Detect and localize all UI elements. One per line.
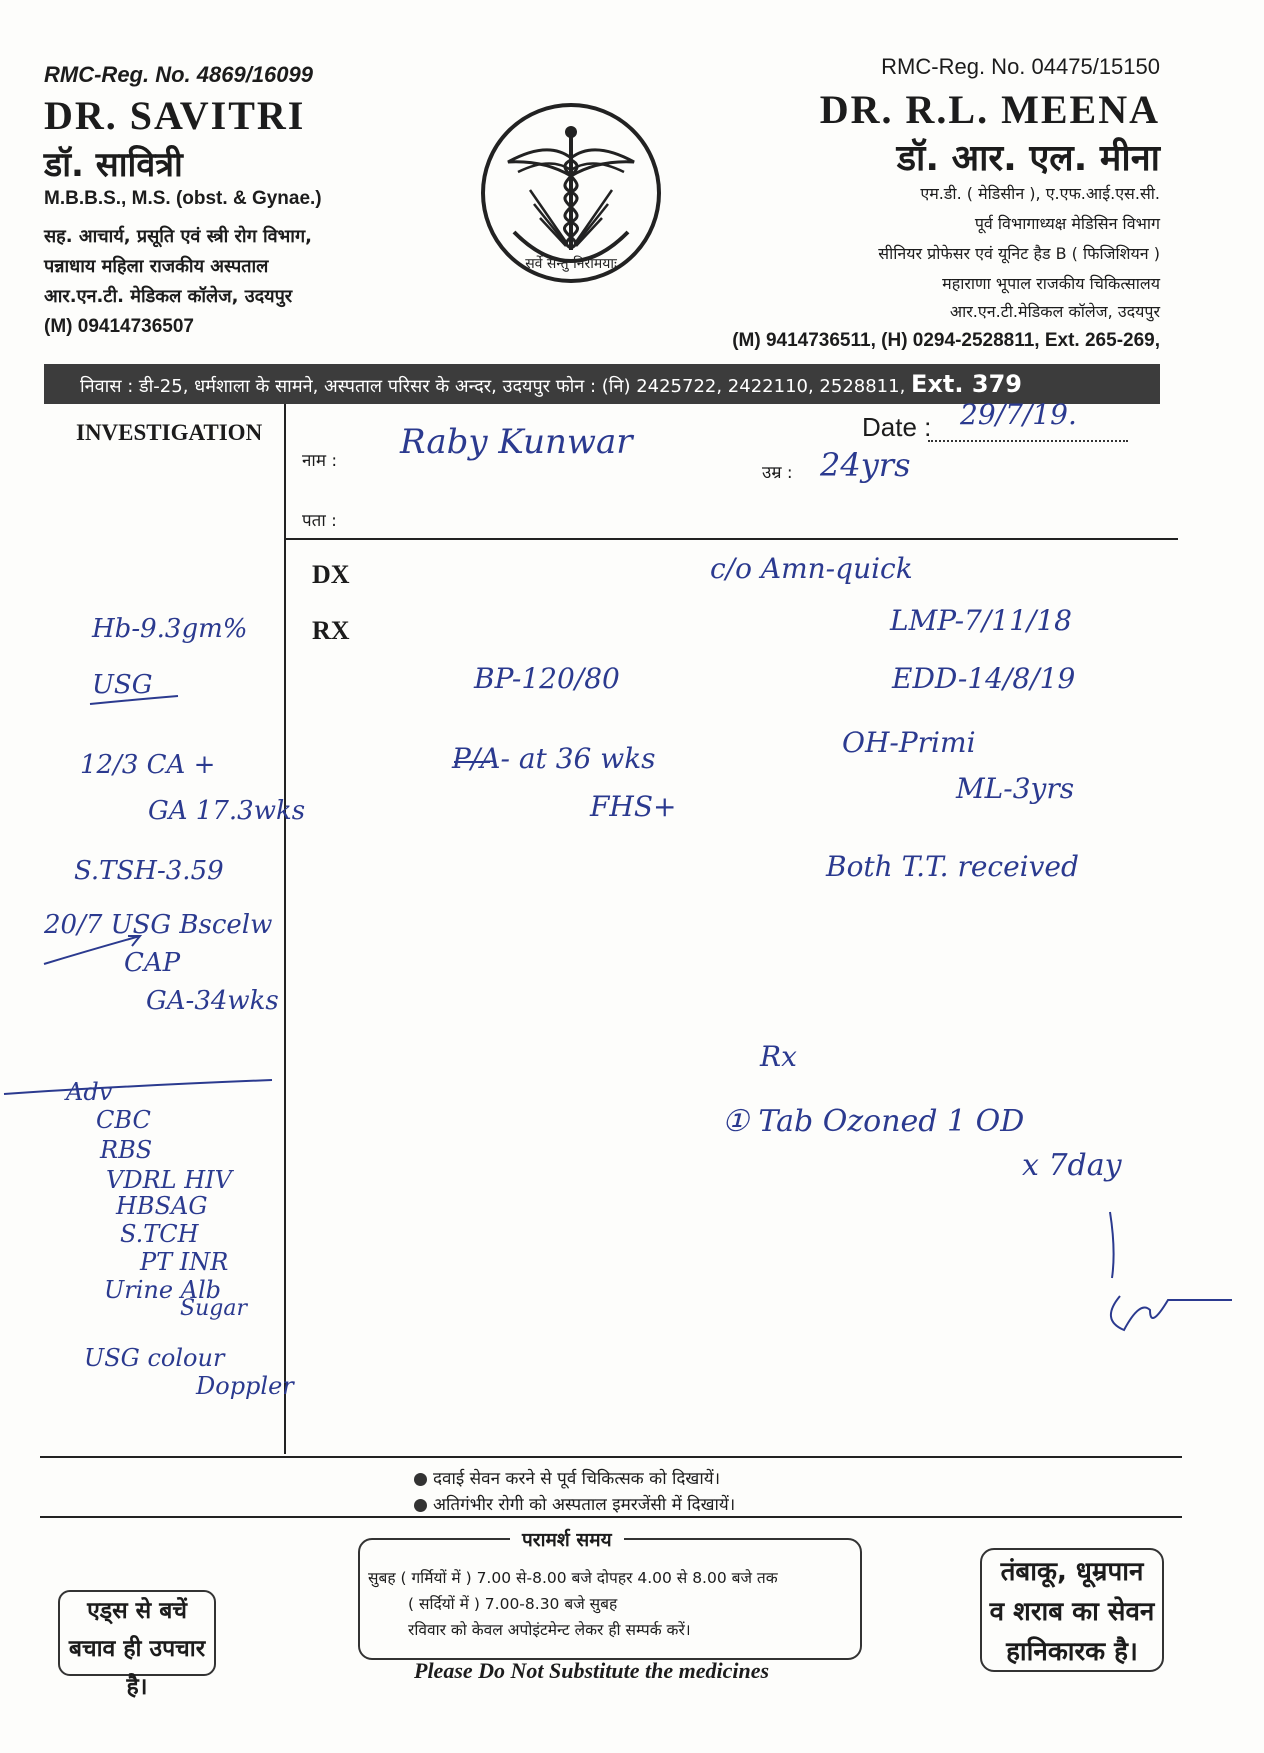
medicine-line: ① Tab Ozoned 1 OD <box>722 1104 1025 1139</box>
right-doctor-phone: (M) 9414736511, (H) 0294-2528811, Ext. 265-269, <box>732 330 1160 351</box>
right-doctor-line: पूर्व विभागाध्यक्ष मेडिसिन विभाग <box>974 214 1160 233</box>
patient-age: 24yrs <box>820 446 911 484</box>
aids-line: एड्स से बचें <box>87 1598 187 1624</box>
name-label: नाम : <box>302 451 338 471</box>
rx-symbol: Rx <box>760 1040 797 1073</box>
left-doctor-line: सह. आचार्य, प्रसूति एवं स्त्री रोग विभाग, <box>44 226 312 247</box>
hand-note: RBS <box>100 1136 153 1164</box>
timing-line: ( सर्दियों में ) 7.00-8.30 बजे सुबह <box>408 1595 618 1613</box>
hand-note: HBSAG <box>116 1192 208 1220</box>
hand-note: PT INR <box>140 1248 229 1276</box>
warning-line <box>414 1466 720 1489</box>
timing-line: रविवार को केवल अपोइंटमेन्ट लेकर ही सम्पर्क करें। <box>408 1621 691 1639</box>
left-doctor-name: DR. SAVITRI <box>44 93 306 138</box>
warning-text: दवाई सेवन करने से पूर्व चिकित्सक को दिखायें। <box>433 1469 721 1489</box>
left-doctor-phone: (M) 09414736507 <box>44 316 194 337</box>
complaint-note: LMP-7/11/18 <box>890 604 1072 637</box>
hand-note: Doppler <box>196 1372 294 1400</box>
complaint-note: EDD-14/8/19 <box>892 662 1076 695</box>
tobacco-line: तंबाकू, धूम्रपान <box>1000 1557 1144 1587</box>
right-doctor-name-hindi: डॉ. आर. एल. मीना <box>896 138 1160 179</box>
medicine-line: x 7day <box>1022 1148 1122 1183</box>
hand-note: Urine Alb <box>104 1276 222 1304</box>
right-doctor-line: एम.डी. ( मेडिसीन ), ए.एफ.आई.एस.सी. <box>920 184 1160 203</box>
visit-date: 29/7/19. <box>960 398 1077 431</box>
age-label: उम्र : <box>762 463 793 483</box>
left-reg-number: RMC-Reg. No. 4869/16099 <box>44 62 313 87</box>
left-doctor-degree: M.B.B.S., M.S. (obst. & Gynae.) <box>44 188 322 209</box>
left-doctor-line: आर.एन.टी. मेडिकल कॉलेज, उदयपुर <box>44 286 293 307</box>
consultation-timing-title: परामर्श समय <box>510 1526 624 1552</box>
hand-note: USG colour <box>84 1344 225 1372</box>
warning-text: अतिगंभीर रोगी को अस्पताल इमरजेंसी में दिखायें। <box>433 1495 736 1515</box>
exam-note: BP-120/80 <box>474 662 620 695</box>
right-doctor-name: DR. R.L. MEENA <box>819 87 1160 132</box>
bullet-icon <box>414 1499 427 1512</box>
tobacco-line: हानिकारक है। <box>1006 1637 1138 1667</box>
timing-line: सुबह ( गर्मियों में ) 7.00 से-8.00 बजे दोपहर 4.00 से 8.00 बजे तक <box>368 1569 778 1587</box>
warning-line <box>414 1492 735 1515</box>
hand-note: 12/3 CA + <box>80 750 216 780</box>
dx-label: DX <box>312 560 350 589</box>
left-doctor-line: पन्नाधाय महिला राजकीय अस्पताल <box>44 256 269 277</box>
investigation-label: INVESTIGATION <box>76 420 263 445</box>
hand-note: S.TCH <box>120 1220 199 1248</box>
bullet-icon <box>414 1473 427 1486</box>
hand-note: GA 17.3wks <box>148 796 306 826</box>
left-doctor-name-hindi: डॉ. सावित्री <box>44 145 183 185</box>
hand-note: CBC <box>96 1106 151 1134</box>
right-doctor-line: महाराणा भूपाल राजकीय चिकित्सालय <box>942 274 1160 293</box>
exam-note: FHS+ <box>590 790 677 823</box>
aids-awareness-box <box>58 1590 216 1700</box>
right-reg-number: RMC-Reg. No. 04475/15150 <box>881 54 1160 79</box>
aids-line: बचाव ही उपचार है। <box>68 1636 206 1700</box>
complaint-note: ML-3yrs <box>956 772 1075 805</box>
hand-note: 20/7 USG Bscelw <box>44 910 273 940</box>
complaint-note: c/o Amn-quick <box>710 552 913 585</box>
right-doctor-line: सीनियर प्रोफेसर एवं यूनिट हैड B ( फिजिशियन ) <box>878 244 1160 263</box>
hand-note: Hb-9.3gm% <box>92 614 248 644</box>
exam-note: P/A- at 36 wks <box>452 742 656 775</box>
hand-note: Adv <box>66 1078 113 1106</box>
footer-note: Please Do Not Substitute the medicines <box>414 1658 770 1683</box>
residence-address: निवास : डी-25, धर्मशाला के सामने, अस्पताल परिसर के अन्दर, उदयपुर फोन : (नि) 2425722, 2422110, 2528811, <box>80 376 906 397</box>
tobacco-warning-box <box>980 1548 1164 1672</box>
hand-note: CAP <box>124 948 181 978</box>
patient-name: Raby Kunwar <box>400 422 633 462</box>
hand-note: VDRL HIV <box>106 1166 232 1194</box>
right-doctor-line: आर.एन.टी.मेडिकल कॉलेज, उदयपुर <box>949 302 1160 321</box>
address-label: पता : <box>302 511 337 531</box>
complaint-note: OH-Primi <box>842 726 976 759</box>
complaint-note: Both T.T. received <box>826 850 1079 883</box>
rx-label: RX <box>312 616 350 645</box>
hand-note: USG <box>92 670 153 700</box>
tobacco-line: व शराब का सेवन <box>989 1597 1155 1627</box>
hand-note: S.TSH-3.59 <box>74 856 224 886</box>
date-label: Date : <box>862 412 932 442</box>
logo-motto: सर्वे सन्तु निरामयाः <box>525 256 617 272</box>
residence-extension: Ext. 379 <box>911 370 1022 398</box>
hand-note: GA-34wks <box>146 986 279 1016</box>
hand-note: Sugar <box>180 1296 247 1321</box>
